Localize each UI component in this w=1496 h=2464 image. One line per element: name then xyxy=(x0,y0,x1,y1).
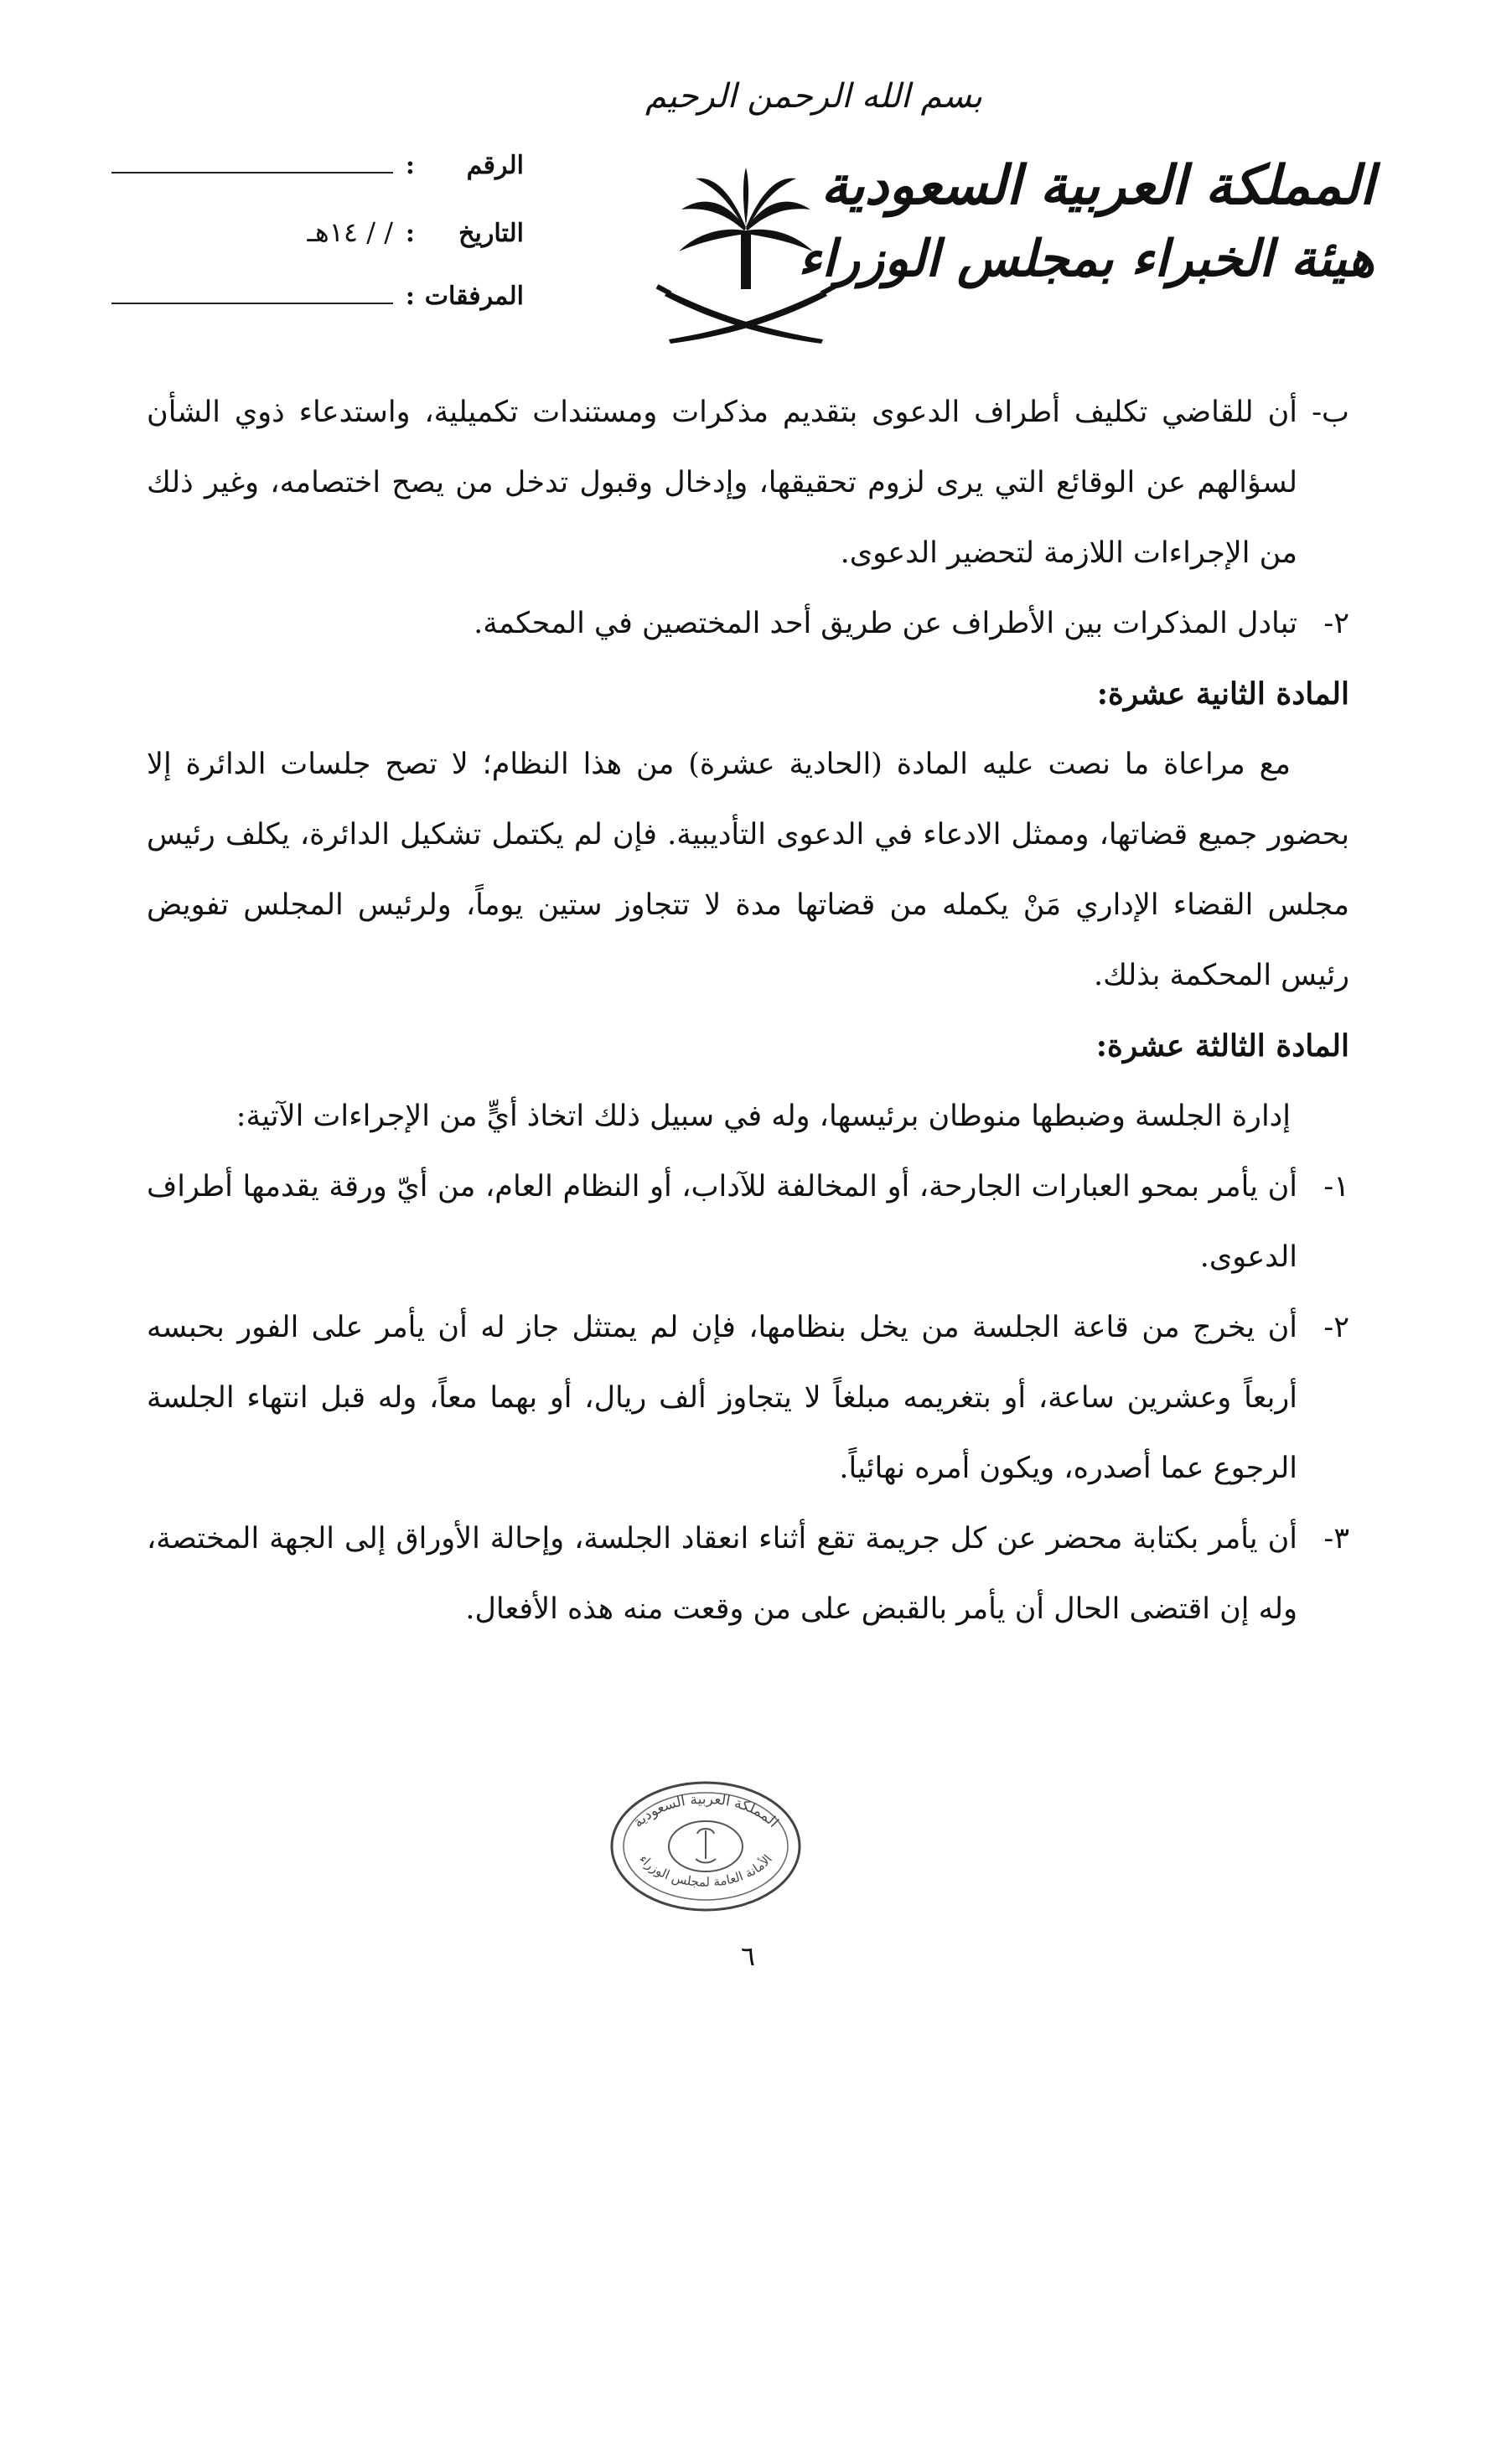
svg-text:المملكة العربية السعودية xyxy=(630,1791,782,1831)
article-13-intro: إدارة الجلسة وضبطها منوطان برئيسها، وله في سبيل ذلك اتخاذ أيٍّ من الإجراءات الآتية: xyxy=(236,1100,1291,1133)
reference-label: الرقم xyxy=(466,151,524,180)
date-row: التاريخ : / / ١٤هـ xyxy=(105,216,524,282)
clause-text: أن للقاضي تكليف أطراف الدعوى بتقديم مذكرات ومستندات تكميلية، واستدعاء ذوي الشأن لسؤالهم عن الوقائع التي يرى لزوم تحقيقها، وإدخال وقبول تدخل من يصح اختصامه، وغير ذلك من الإجراءات اللازمة لتحضير الدعوى. xyxy=(147,396,1297,570)
document-body xyxy=(147,377,1349,1644)
article-13-heading: المادة الثالثة عشرة: xyxy=(1095,1028,1349,1064)
page-number: ٦ xyxy=(740,1940,756,1972)
attachments-line xyxy=(111,284,393,304)
clause-13-1 xyxy=(147,1152,1349,1292)
article-12-heading: المادة الثانية عشرة: xyxy=(1096,676,1349,712)
official-seal-icon xyxy=(605,1775,806,1918)
clause-number: ب- xyxy=(1312,396,1349,429)
organization-name: المملكة العربية السعودية xyxy=(820,154,1374,217)
clause-2 xyxy=(147,588,1349,659)
clause-text: أن يأمر بكتابة محضر عن كل جريمة تقع أثناء انعقاد الجلسة، وإحالة الأوراق إلى الجهة المختصة، وله إن اقتضى الحال أن يأمر بالقبض على من وقعت منه هذه الأفعال. xyxy=(147,1522,1297,1626)
clause-13-2 xyxy=(147,1292,1349,1504)
clause-number: ٣- xyxy=(1323,1522,1349,1556)
clause-text: تبادل المذكرات بين الأطراف عن طريق أحد المختصين في المحكمة. xyxy=(474,607,1297,640)
organization-block xyxy=(798,154,1374,289)
clause-number: ٢- xyxy=(1323,1311,1349,1344)
clause-number: ١- xyxy=(1323,1170,1349,1204)
attachments-label: المرفقات xyxy=(424,282,524,311)
clause-number: ٢- xyxy=(1323,607,1349,640)
reference-block xyxy=(105,151,524,347)
article-12-text: مع مراعاة ما نصت عليه المادة (الحادية عشرة) من هذا النظام؛ لا تصح جلسات الدائرة إلا بحضور جميع قضاتها، وممثل الادعاء في الدعوى التأديبية. فإن لم يكتمل تشكيل الدائرة، يكلف رئيس مجلس القضاء الإداري مَنْ يكمله من قضاتها مدة لا تتجاوز ستين يوماً، ولرئيس المجلس تفويض رئيس المحكمة بذلك. xyxy=(147,748,1349,992)
clause-text: أن يخرج من قاعة الجلسة من يخل بنظامها، فإن لم يمتثل جاز له أن يأمر على الفور بحبسه أربعاً وعشرين ساعة، أو بتغريمه مبلغاً لا يتجاوز ألف ريال، أو بهما معاً، وله قبل انتهاء الجلسة الرجوع عما أصدره، ويكون أمره نهائياً. xyxy=(147,1311,1297,1485)
clause-13-3 xyxy=(147,1504,1349,1644)
seal-text-bottom: الأمانة العامة لمجلس الوزراء xyxy=(636,1851,775,1890)
basmala: بسم الله الرحمن الرحيم xyxy=(645,77,983,116)
organization-subtitle: هيئة الخبراء بمجلس الوزراء xyxy=(798,229,1374,288)
date-value: / / ١٤هـ xyxy=(307,216,393,248)
clause-text: أن يأمر بمحو العبارات الجارحة، أو المخالفة للآداب، أو النظام العام، من أيّ ورقة يقدمها أطراف الدعوى. xyxy=(147,1170,1297,1274)
clause-b xyxy=(147,377,1349,588)
reference-row: الرقم : xyxy=(105,151,524,216)
seal-text-top: المملكة العربية السعودية xyxy=(629,1790,782,1831)
date-label: التاريخ xyxy=(458,219,524,248)
attachments-row: المرفقات : xyxy=(105,282,524,347)
reference-line xyxy=(111,153,393,173)
